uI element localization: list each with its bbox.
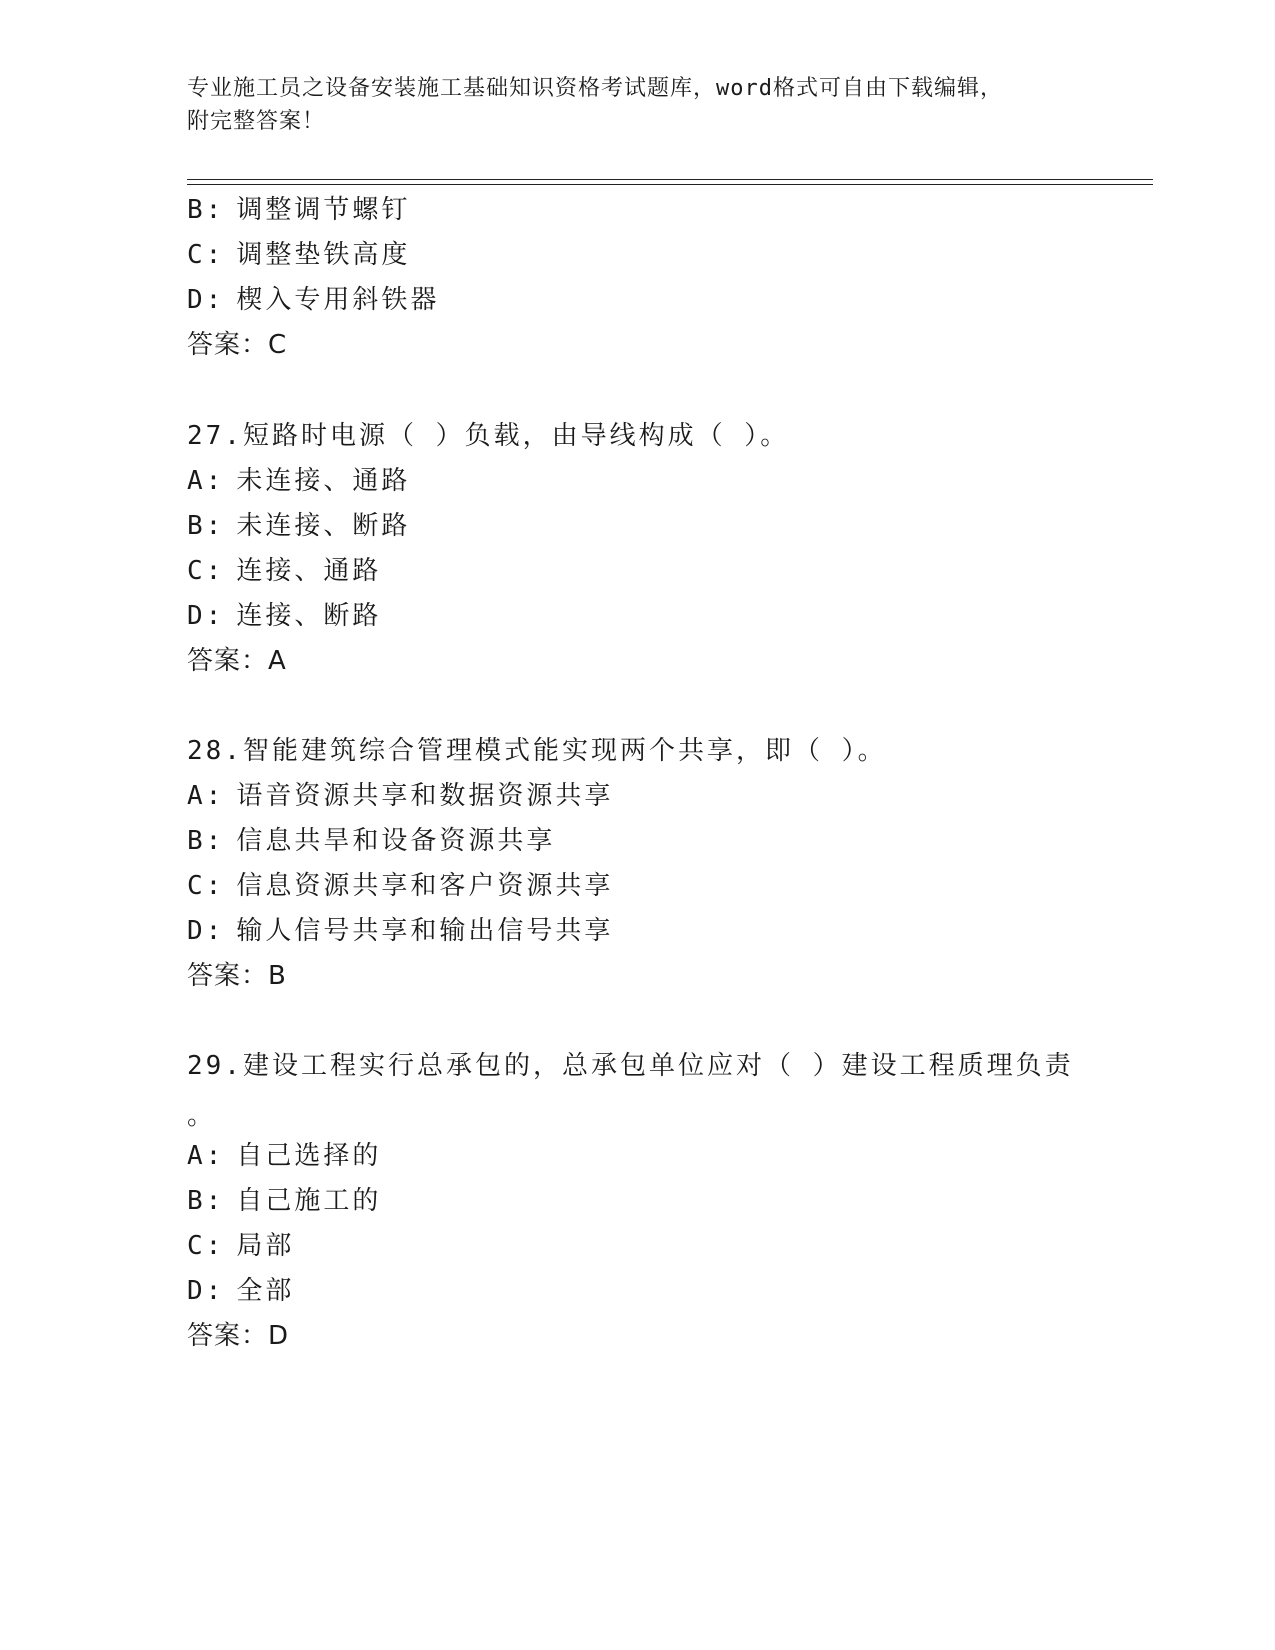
option-b: [187, 510, 410, 542]
option-key: A:: [187, 781, 225, 811]
option-key: D:: [187, 916, 225, 946]
option-key: D:: [187, 1276, 225, 1306]
answer-line: 答案：D: [187, 1321, 290, 1351]
option-d: [187, 1275, 294, 1307]
option-key: B:: [187, 1186, 225, 1216]
option-text: 连接、通路: [236, 556, 382, 586]
option-b: [187, 1185, 381, 1217]
option-key: B:: [187, 826, 225, 856]
option-key: C:: [187, 871, 225, 901]
option-text: 局部: [236, 1231, 295, 1261]
option-key: B:: [187, 195, 225, 225]
option-text: 全部: [236, 1276, 295, 1306]
option-a: [187, 1140, 381, 1172]
question-stem: 27.短路时电源（ ）负载，由导线构成（ ）。: [187, 421, 790, 451]
option-key: D:: [187, 285, 225, 315]
option-text: 未连接、断路: [236, 511, 411, 541]
option-b: [187, 194, 410, 226]
answer-line: 答案：C: [187, 330, 288, 360]
option-text: 信息资源共享和客户资源共享: [236, 871, 614, 901]
option-d: [187, 915, 613, 947]
option-key: A:: [187, 466, 225, 496]
header-line-2: 附完整答案！: [187, 109, 326, 134]
option-text: 输人信号共享和输出信号共享: [236, 916, 614, 946]
answer-line: 答案：B: [187, 961, 287, 991]
option-b: [187, 825, 555, 857]
question-stem-continuation: 。: [187, 1101, 217, 1131]
option-text: 语音资源共享和数据资源共享: [236, 781, 614, 811]
header-divider-bottom: [187, 184, 1153, 185]
option-text: 楔入专用斜铁器: [236, 285, 440, 315]
option-c: [187, 239, 410, 271]
option-text: 连接、断路: [236, 601, 382, 631]
option-a: [187, 465, 410, 497]
option-key: C:: [187, 240, 225, 270]
header-divider-top: [187, 179, 1153, 180]
option-text: 自己选择的: [236, 1141, 382, 1171]
option-key: A:: [187, 1141, 225, 1171]
option-text: 未连接、通路: [236, 466, 411, 496]
header-line-1: 专业施工员之设备安装施工基础知识资格考试题库，word格式可自由下载编辑，: [187, 76, 1003, 101]
option-key: B:: [187, 511, 225, 541]
option-c: [187, 555, 381, 587]
option-a: [187, 780, 613, 812]
option-key: C:: [187, 1231, 225, 1261]
option-d: [187, 284, 439, 316]
option-key: C:: [187, 556, 225, 586]
option-text: 调整调节螺钉: [236, 195, 411, 225]
option-text: 调整垫铁高度: [236, 240, 411, 270]
document-header: [187, 72, 1107, 138]
question-stem: 29.建设工程实行总承包的，总承包单位应对（ ）建设工程质理负责: [187, 1051, 1074, 1081]
option-d: [187, 600, 381, 632]
question-stem: 28.智能建筑综合管理模式能实现两个共享，即（ ）。: [187, 736, 887, 766]
option-text: 自己施工的: [236, 1186, 382, 1216]
option-text: 信息共旱和设备资源共享: [236, 826, 556, 856]
answer-line: 答案：A: [187, 646, 287, 676]
option-c: [187, 1230, 294, 1262]
option-key: D:: [187, 601, 225, 631]
option-c: [187, 870, 613, 902]
